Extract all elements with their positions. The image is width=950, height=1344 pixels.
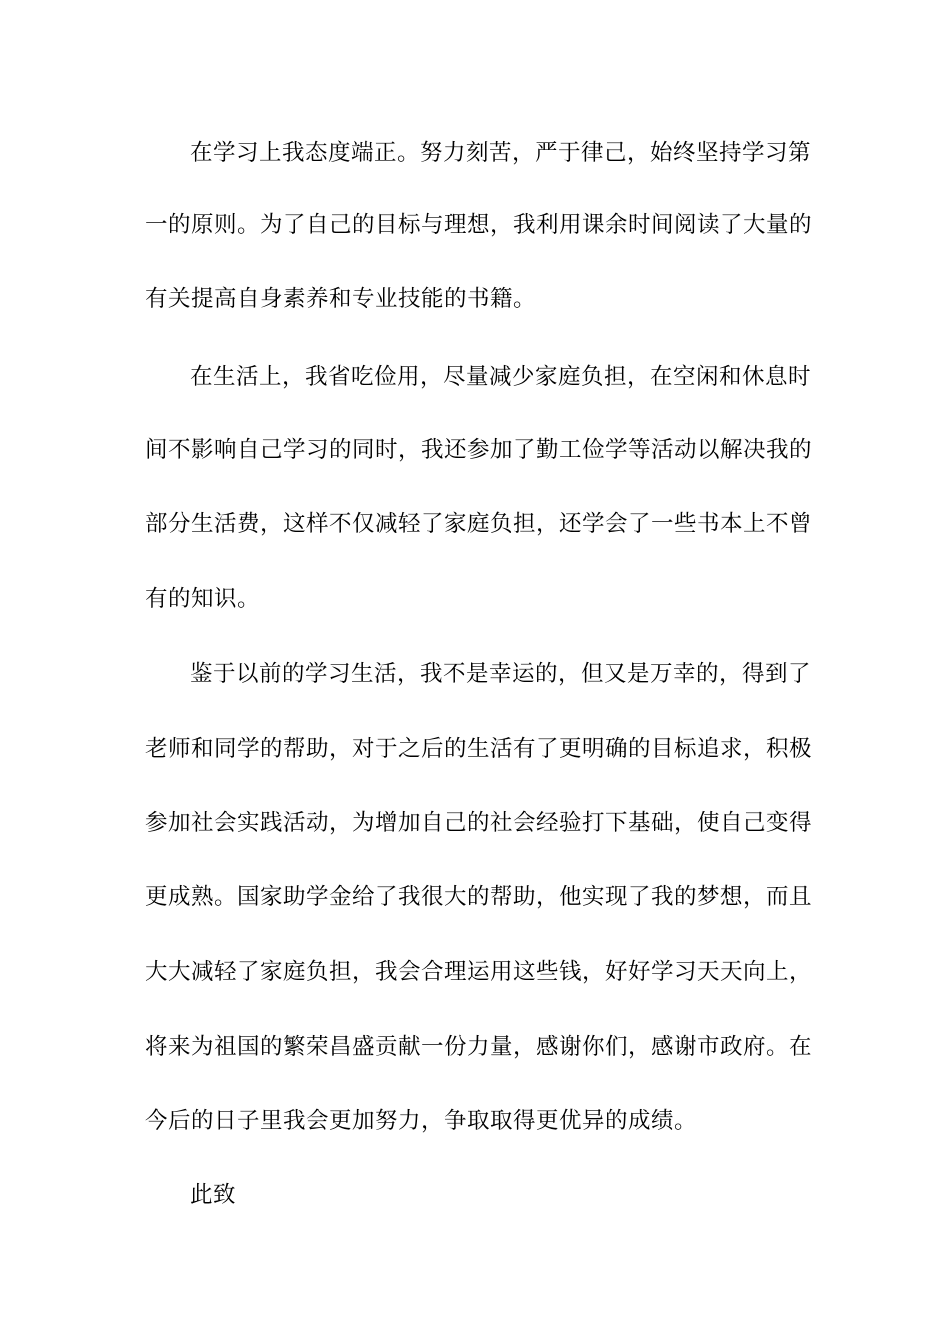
paragraph-3-line-6: 将来为祖国的繁荣昌盛贡献一份力量，感谢你们，感谢市政府。在 xyxy=(145,1034,813,1060)
paragraph-3-line-3: 参加社会实践活动，为增加自己的社会经验打下基础，使自己变得 xyxy=(145,810,813,836)
paragraph-3-line-7: 今后的日子里我会更加努力，争取取得更优异的成绩。 xyxy=(145,1108,698,1134)
paragraph-2-line-3: 部分生活费，这样不仅减轻了家庭负担，还学会了一些书本上不曾 xyxy=(145,511,813,537)
paragraph-3-line-2: 老师和同学的帮助，对于之后的生活有了更明确的目标追求，积极 xyxy=(145,736,813,762)
closing-salutation: 此致 xyxy=(190,1182,237,1208)
paragraph-2-line-4: 有的知识。 xyxy=(145,586,261,612)
paragraph-1-line-2: 一的原则。为了自己的目标与理想，我利用课余时间阅读了大量的 xyxy=(145,212,813,238)
paragraph-3-line-4: 更成熟。国家助学金给了我很大的帮助，他实现了我的梦想，而且 xyxy=(145,884,813,910)
paragraph-2-line-1: 在生活上，我省吃俭用，尽量减少家庭负担，在空闲和休息时 xyxy=(190,364,812,390)
paragraph-1-line-1: 在学习上我态度端正。努力刻苦，严于律己，始终坚持学习第 xyxy=(190,140,812,166)
paragraph-3-line-1: 鉴于以前的学习生活，我不是幸运的，但又是万幸的，得到了 xyxy=(190,661,812,687)
paragraph-2-line-2: 间不影响自己学习的同时，我还参加了勤工俭学等活动以解决我的 xyxy=(145,437,813,463)
paragraph-1-line-3: 有关提高自身素养和专业技能的书籍。 xyxy=(145,286,537,312)
paragraph-3-line-5: 大大减轻了家庭负担，我会合理运用这些钱，好好学习天天向上， xyxy=(145,959,813,985)
